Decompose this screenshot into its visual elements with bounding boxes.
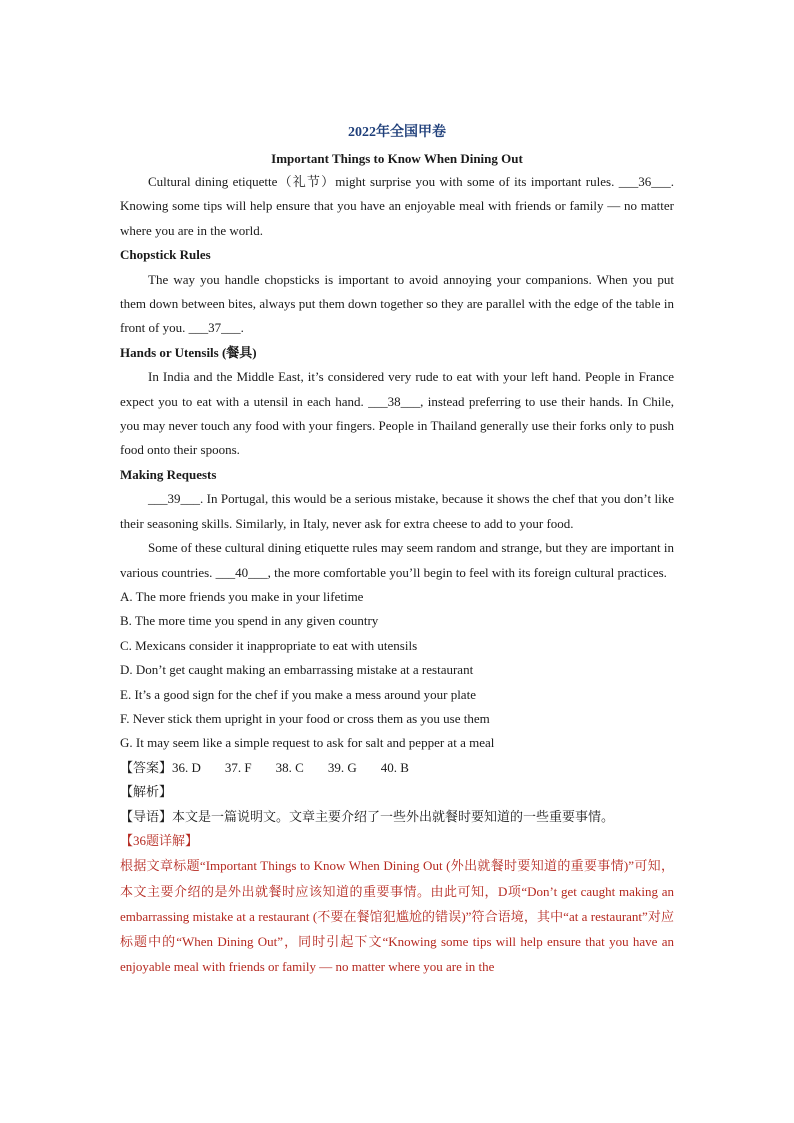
answer-line (120, 756, 674, 780)
detail-36-label: 【36题详解】 (120, 832, 199, 848)
section-heading-utensils: Hands or Utensils (餐具) (120, 344, 257, 360)
passage-paragraph-4: ___39___. In Portugal, this would be a serious mistake, because it shows the chef that you don’t like their seasoning skills. Similarly, in Italy, never ask for extra cheese to add to your food. (120, 491, 674, 531)
answer-item: 39. G (327, 759, 357, 775)
options-list (120, 585, 674, 756)
section-heading-requests: Making Requests (120, 466, 217, 482)
detail-36-text: 根据文章标题“Important Things to Know When Dining Out (外出就餐时要知道的重要事情)”可知，本文主要介绍的是外出就餐时应该知道的重要事情。由此可知，D项“Don’t get caught making an embarrassing mistake at a restaurant (不要在餐馆犯尴尬的错误)”符合语境，其中“at a restaurant”对应标题中的“When Dining Out”，同时引起下文“Knowing some tips will help ensure that you have an enjoyable meal with friends or family — no matter where you are in the (120, 858, 674, 975)
passage-paragraph-5: Some of these cultural dining etiquette rules may seem random and strange, but they are important in various countries. ___40___, the more comfortable you’ll begin to feel with its foreign cultural practices. (120, 540, 674, 580)
option-a: A. The more friends you make in your lifetime (120, 588, 364, 604)
guide-text: 本文是一篇说明文。文章主要介绍了一些外出就餐时要知道的一些重要事情。 (172, 808, 615, 824)
section-heading-chopstick: Chopstick Rules (120, 247, 211, 263)
analysis-label: 【解析】 (120, 784, 173, 800)
article-title: Important Things to Know When Dining Out (271, 151, 523, 166)
passage-paragraph-1: Cultural dining etiquette（礼节）might surprise you with some of its important rules. ___36___. Knowing some tips will help ensure that you have an enjoyable meal with friends or family — no matter where you are in the world. (120, 174, 674, 238)
option-c: C. Mexicans consider it inappropriate to eat with utensils (120, 637, 418, 653)
answer-item: 38. C (275, 759, 304, 775)
option-f: F. Never stick them upright in your food or cross them as you use them (120, 710, 490, 726)
guide-line (120, 805, 674, 829)
option-b: B. The more time you spend in any given country (120, 613, 379, 629)
option-d: D. Don’t get caught making an embarrassing mistake at a restaurant (120, 662, 474, 678)
exam-year-title: 2022年全国甲卷 (348, 125, 446, 140)
guide-label: 【导语】 (120, 808, 173, 824)
answer-item: 37. F (224, 759, 252, 775)
document-body (120, 122, 674, 979)
passage-paragraph-2: The way you handle chopsticks is important to avoid annoying your companions. When you put them down between bites, always put them down together so they are parallel with the edge of the table in front of you. ___37___. (120, 271, 674, 336)
option-g: G. It may seem like a simple request to ask for salt and pepper at a meal (120, 735, 495, 751)
passage-paragraph-3: In India and the Middle East, it’s considered very rude to eat with your left hand. People in France expect you to eat with a utensil in each hand. ___38___, instead preferring to use their hands. In Chile, you may never touch any food with your fingers. People in Thailand generally use their forks only to push food onto their spoons. (120, 369, 674, 458)
answer-item: 40. B (380, 759, 409, 775)
answer-label: 【答案】 (120, 759, 173, 775)
option-e: E. It’s a good sign for the chef if you make a mess around your plate (120, 686, 476, 702)
answer-item: 36. D (172, 759, 201, 775)
